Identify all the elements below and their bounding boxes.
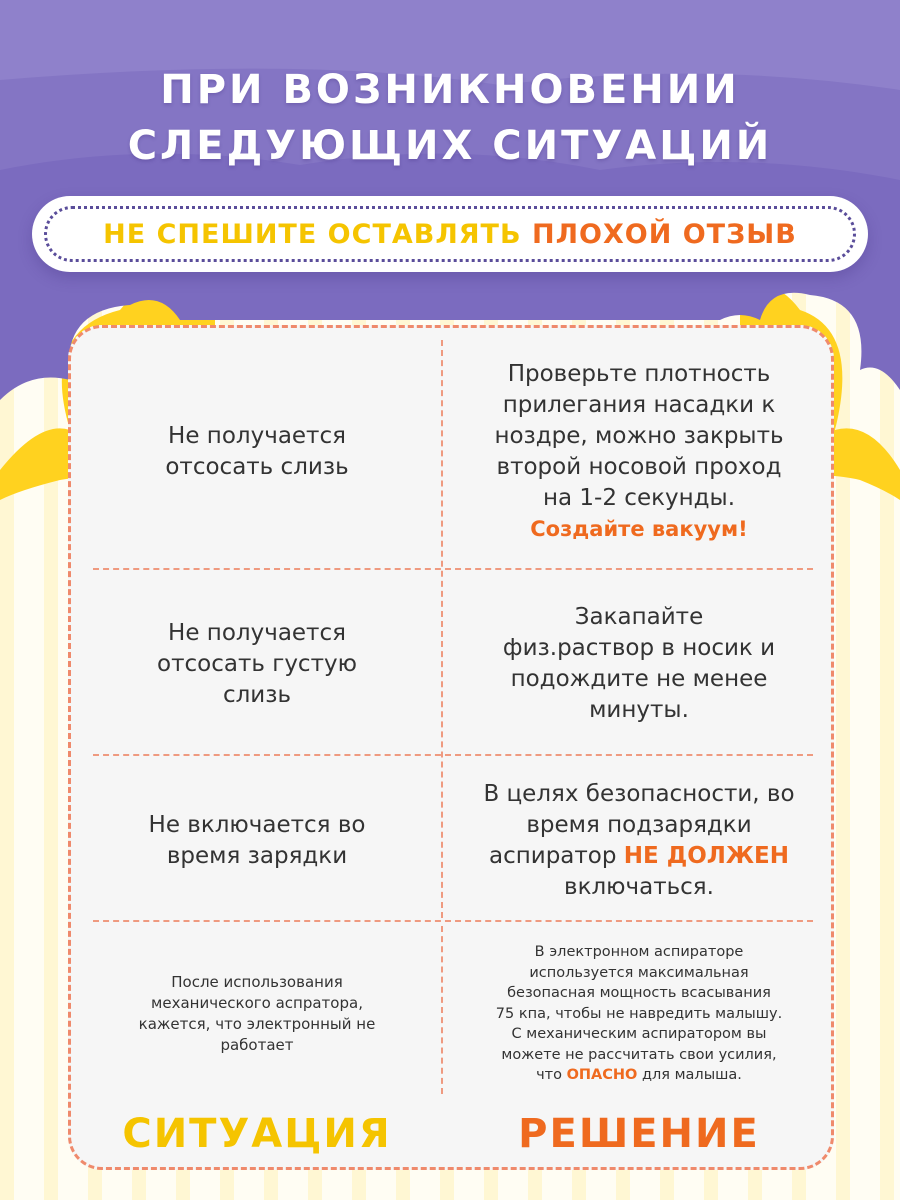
situation-1-line-1: Не получается [168,423,346,449]
situation-2-line-3: слизь [222,681,292,708]
solution-4-line-1: В электронном аспираторе [534,944,744,961]
solution-4-line-7-pre: что [536,1067,562,1084]
solution-4 [443,928,835,1100]
situation-2-line-1: Не получается [168,619,346,646]
situation-1 [71,336,443,568]
solution-column-label: РЕШЕНИЕ [518,1111,760,1157]
solution-1-emphasis: Создайте вакуум! [530,517,748,541]
situation-1-line-2: отсосать слизь [165,454,349,480]
solution-2-line-1: Закапайте [574,604,704,630]
solution-3-line-3 [489,841,789,872]
solution-3-emphasis: НЕ ДОЛЖЕН [623,843,790,869]
situation-3-line-2: время зарядки [166,843,348,869]
solution-1-line-1: Проверьте плотность [507,361,771,387]
solution-2-line-3: подождите не менее [510,666,768,692]
solution-1-line-4: второй носовой проход [496,454,782,480]
situation-4-line-2: механического аспратора, [151,994,363,1012]
solution-3-line-3-pre: аспиратор [488,843,617,869]
situation-2-line-2: отсосать густую [157,650,357,677]
solution-4-line-7-post: для малыша. [641,1067,742,1084]
solution-2-line-2: физ.раствор в носик и [502,635,776,661]
situations-card [68,325,834,1170]
heading-line-1: ПРИ ВОЗНИКНОВЕНИИ [160,67,740,113]
heading-line-2: СЛЕДУЮЩИХ СИТУАЦИЙ [127,123,773,169]
solution-1-line-5: на 1-2 секунды. [542,485,736,511]
solution-4-line-4: 75 кпа, чтобы не навредить малышу. [495,1005,783,1022]
situation-column-label: СИТУАЦИЯ [122,1111,392,1157]
situation-4 [71,928,443,1100]
page-heading [0,62,900,174]
solution-3-line-2: время подзарядки [526,812,752,838]
solution-3-line-1: В целях безопасности, во [483,781,795,807]
solution-1-line-2: прилегания насадки к [502,392,776,418]
solution-4-emphasis: ОПАСНО [566,1067,638,1084]
situation-4-line-4: работает [220,1036,294,1054]
solution-4-line-5: С механическим аспиратором вы [511,1026,767,1043]
solution-4-line-6: можете не рассчитать свои усилия, [501,1046,777,1063]
banner-part-1: НЕ СПЕШИТЕ ОСТАВЛЯТЬ [103,218,522,250]
solution-2-line-4: минуты. [589,697,689,723]
solution-4-line-7 [536,1065,742,1086]
solution-4-line-2: используется максимальная [529,964,749,981]
situation-4-line-3: кажется, что электронный не [138,1015,376,1033]
banner-pill [32,196,868,272]
solution-1-line-3: ноздре, можно закрыть [494,423,784,449]
solution-2 [443,572,835,756]
situation-4-line-1: После использования [171,973,343,991]
row-divider-1 [93,568,813,570]
situation-3-line-1: Не включается во [148,812,366,838]
solution-1 [443,336,835,568]
situation-2 [71,572,443,756]
solution-3-line-4: включаться. [564,874,714,900]
banner-text [44,206,856,262]
situation-3 [71,760,443,922]
solution-3 [443,760,835,922]
banner-part-2: ПЛОХОЙ ОТЗЫВ [531,218,797,250]
solution-4-line-3: безопасная мощность всасывания [507,985,771,1002]
